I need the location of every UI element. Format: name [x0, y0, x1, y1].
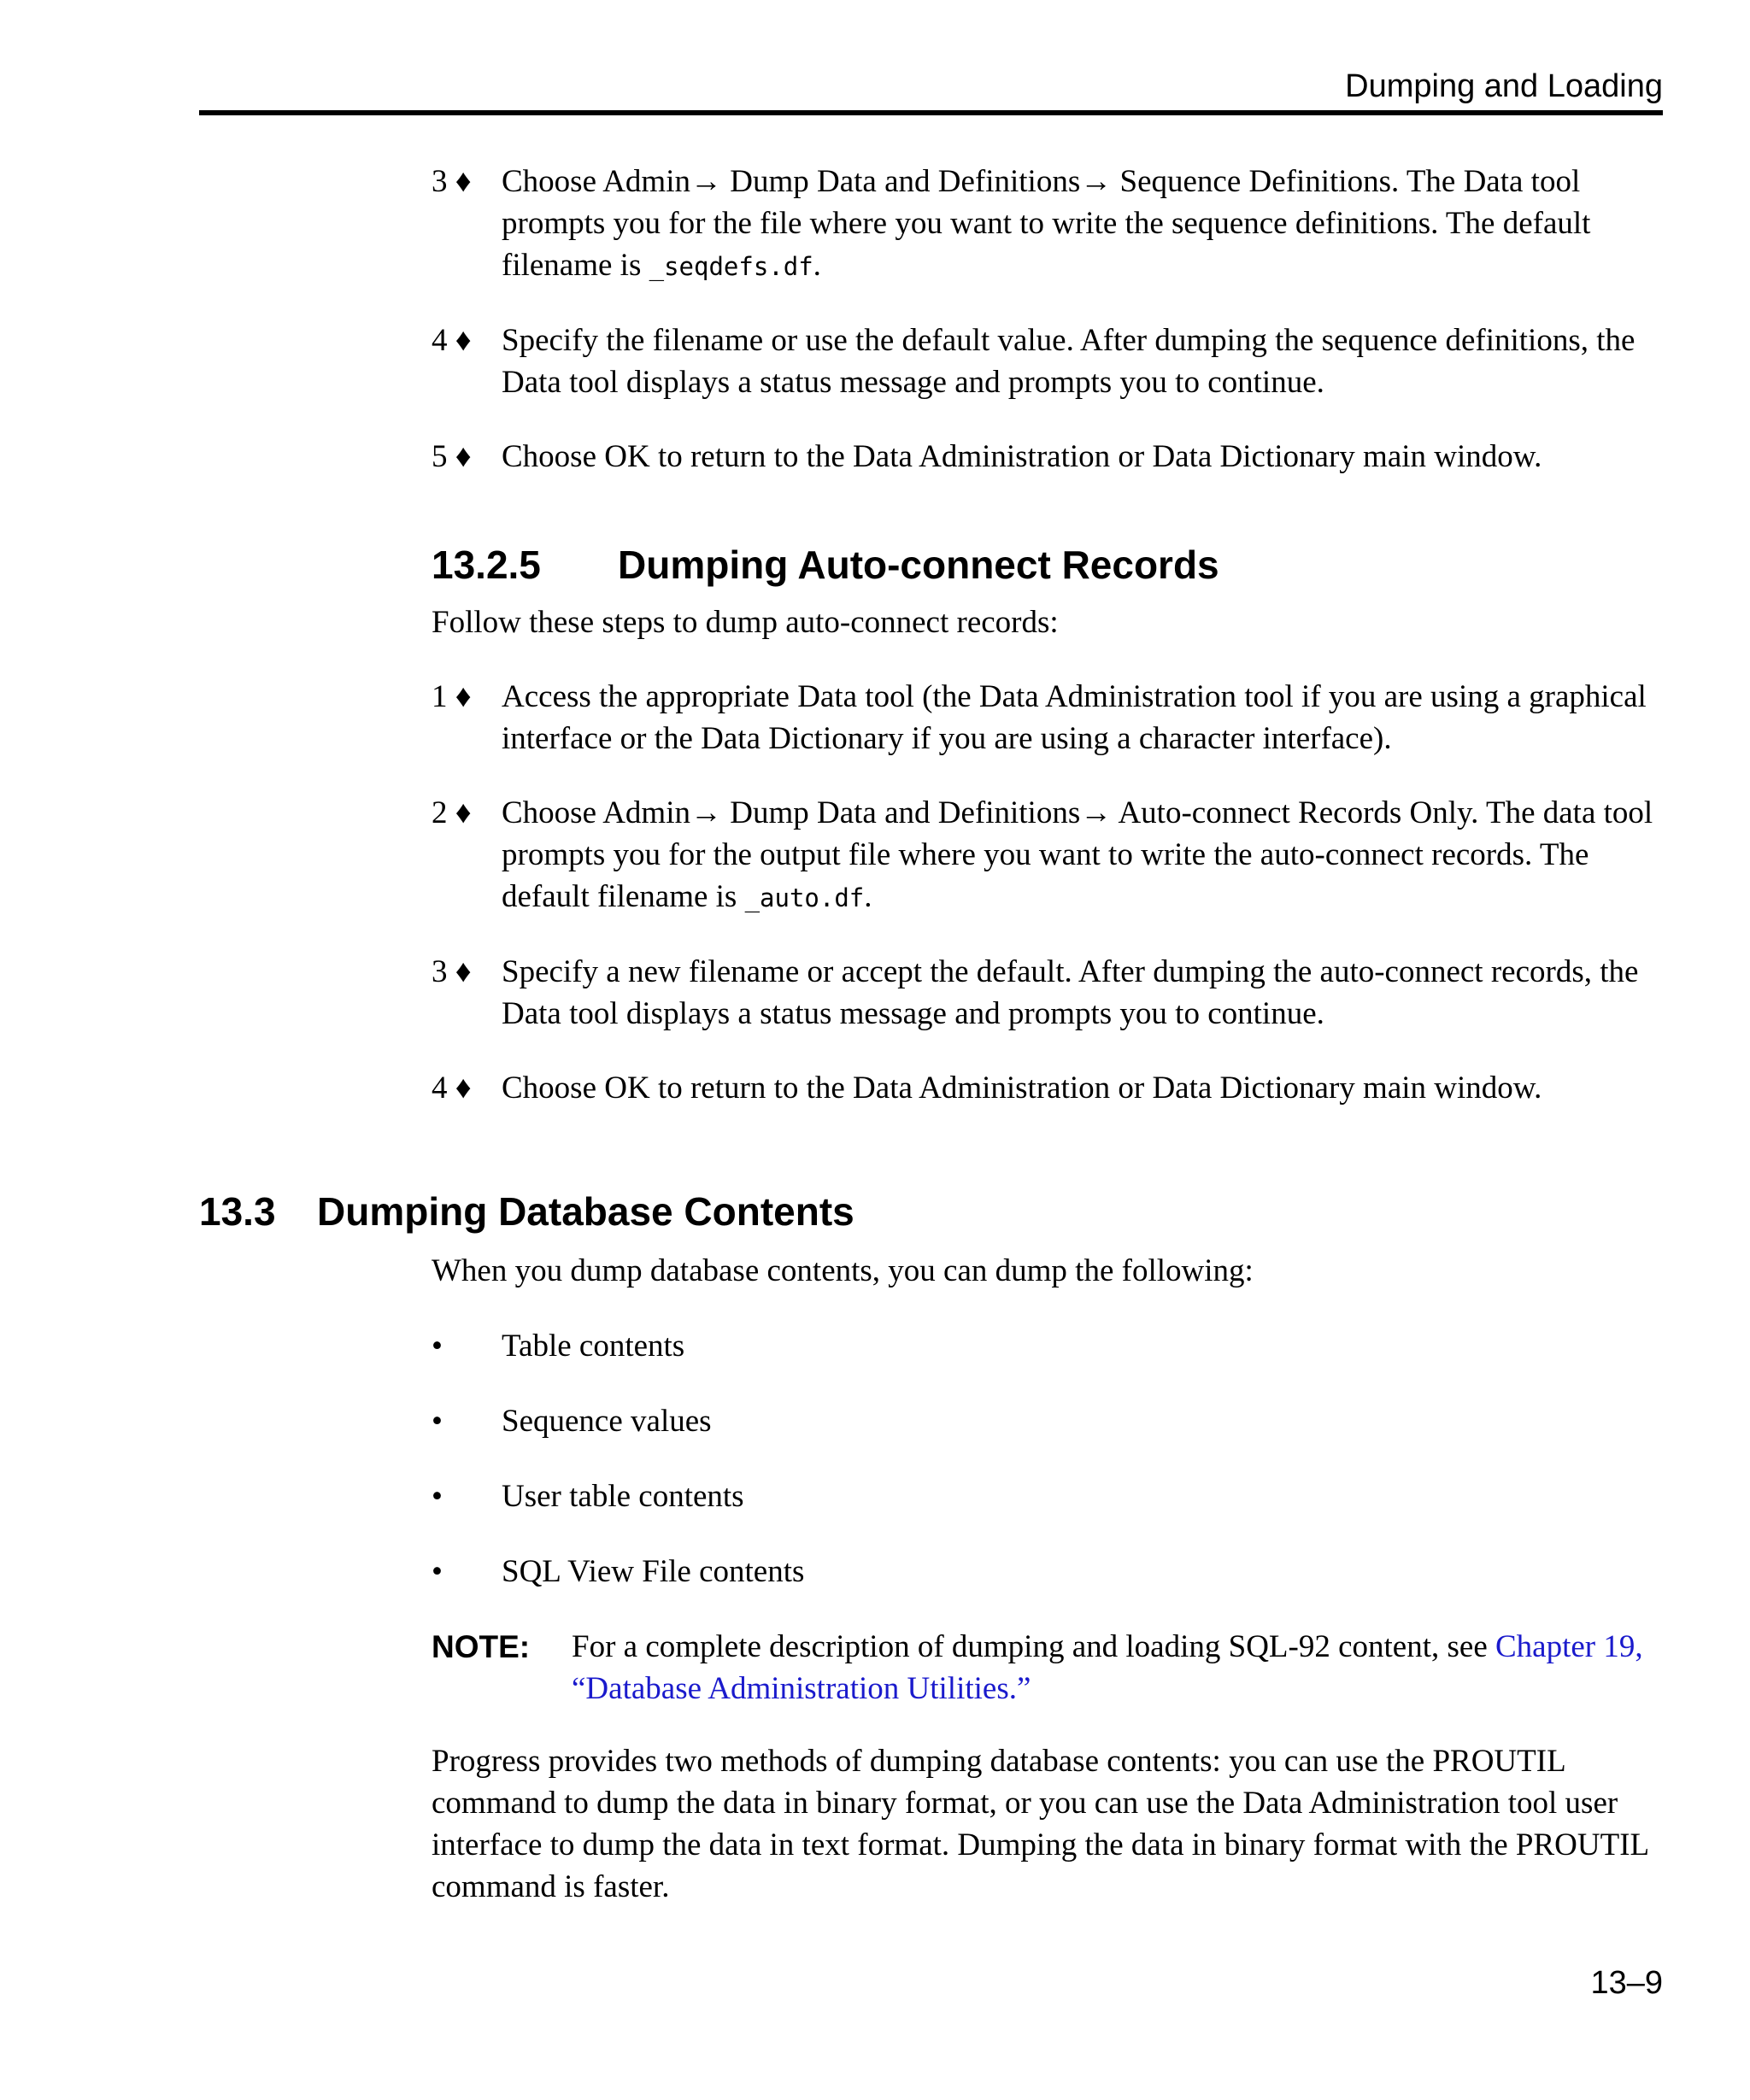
header-rule	[199, 110, 1663, 115]
list-item-text: Table contents	[502, 1329, 685, 1364]
step-text: Specify the filename or use the default value. After dumping the sequence definitions, the Data tool displays a status message and prompts you to continue.	[502, 323, 1635, 400]
step-text: Access the appropriate Data tool (the Data Administration tool if you are using a graphical interface or the Data Dictionary if you are using a character interface).	[502, 679, 1647, 756]
note-block	[432, 1626, 1663, 1710]
closing-paragraph: Progress provides two methods of dumping database contents: you can use the PROUTIL command to dump the data in binary format, or you can use the Data Administration tool user interface to dump the data in text format. Dumping the data in binary format with the PROUTIL command is faster.	[432, 1744, 1648, 1904]
subsection-intro: Follow these steps to dump auto-connect records:	[432, 605, 1059, 640]
step-marker: 4 ♦	[432, 1071, 472, 1106]
note-label: NOTE:	[432, 1629, 531, 1664]
step-item	[432, 1067, 1663, 1109]
code-filename: _seqdefs.df	[649, 252, 813, 281]
step-marker: 1 ♦	[432, 679, 472, 714]
bullet-dot: •	[432, 1404, 443, 1439]
chapter-link[interactable]: Chapter 19, “Database Administration Utilities.”	[572, 1629, 1643, 1706]
subsection-heading	[432, 542, 1219, 588]
step-text: Choose OK to return to the Data Administration or Data Dictionary main window.	[502, 1071, 1542, 1106]
step-item	[432, 320, 1663, 403]
note-text: For a complete description of dumping and loading SQL-92 content, see Chapter 19, “Database Administration Utilities.”	[572, 1629, 1643, 1706]
list-item-text: User table contents	[502, 1479, 744, 1514]
step-text: Choose OK to return to the Data Administration or Data Dictionary main window.	[502, 439, 1542, 474]
section-heading	[199, 1188, 854, 1235]
step-marker: 2 ♦	[432, 795, 472, 830]
list-item-text: SQL View File contents	[502, 1554, 805, 1589]
bullet-dot: •	[432, 1479, 443, 1514]
step-text: Specify a new filename or accept the default. After dumping the auto-connect records, the Data tool displays a status message and prompts you to continue.	[502, 954, 1639, 1031]
step-text: Choose Admin→ Dump Data and Definitions→ Sequence Definitions. The Data tool prompts you for the file where you want to write the sequence definitions. The default filename is _seqdefs.df.	[502, 164, 1591, 283]
list-item	[432, 1551, 804, 1593]
step-marker: 3 ♦	[432, 164, 472, 199]
running-header: Dumping and Loading	[1345, 68, 1663, 104]
code-filename: _auto.df	[744, 883, 865, 912]
list-item	[432, 1325, 684, 1367]
step-item	[432, 951, 1663, 1035]
list-item-text: Sequence values	[502, 1404, 712, 1439]
step-text: Choose Admin→ Dump Data and Definitions→ Auto-connect Records Only. The data tool prompts you for the output file where you want to write the auto-connect records. The default filename is _auto.df.	[502, 795, 1653, 914]
page-number: 13–9	[1590, 1965, 1663, 2001]
bullet-dot: •	[432, 1554, 443, 1589]
section-number: 13.3	[199, 1189, 276, 1234]
step-item	[432, 436, 1663, 478]
step-item	[432, 792, 1663, 919]
step-item	[432, 161, 1663, 288]
step-marker: 5 ♦	[432, 439, 472, 474]
step-marker: 4 ♦	[432, 323, 472, 358]
section-title: Dumping Database Contents	[317, 1189, 854, 1234]
list-item	[432, 1475, 744, 1517]
list-item	[432, 1400, 712, 1442]
section-intro: When you dump database contents, you can dump the following:	[432, 1253, 1254, 1288]
step-marker: 3 ♦	[432, 954, 472, 989]
subsection-number: 13.2.5	[432, 543, 541, 587]
subsection-title: Dumping Auto-connect Records	[618, 543, 1219, 587]
bullet-dot: •	[432, 1329, 443, 1364]
step-item	[432, 676, 1663, 760]
